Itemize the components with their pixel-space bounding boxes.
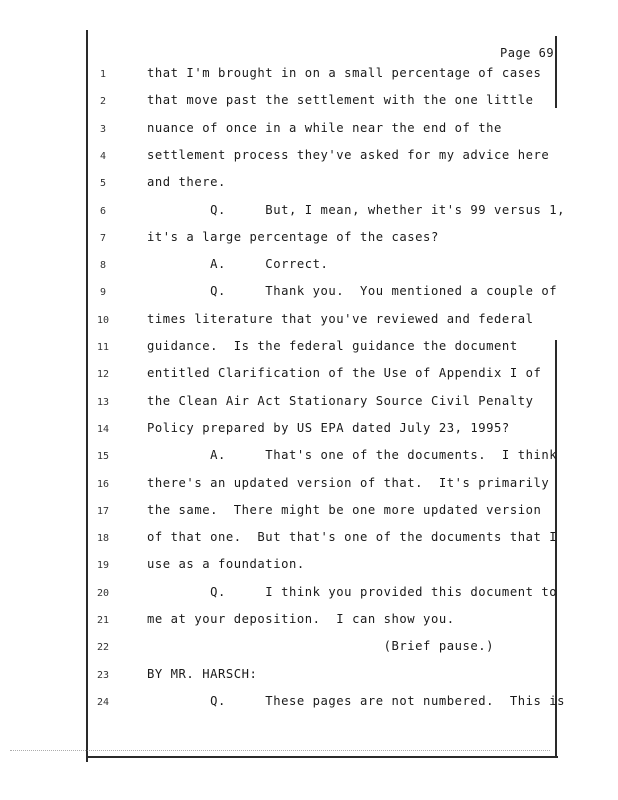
transcript-line [0, 585, 618, 605]
line-text: times literature that you've reviewed and federal [147, 311, 534, 326]
line-text: me at your deposition. I can show you. [147, 612, 455, 626]
line-number: 13 [96, 396, 110, 408]
transcript-line [0, 448, 618, 468]
line-text: Q. Thank you. You mentioned a couple of [147, 284, 558, 299]
transcript-line [0, 421, 618, 441]
transcript-line [0, 503, 618, 523]
line-number: 5 [99, 178, 107, 190]
line-number: 14 [96, 423, 110, 435]
line-text: Q. These pages are not numbered. This is [147, 693, 566, 708]
transcript-line [0, 694, 618, 714]
line-number: 16 [96, 478, 110, 490]
line-number: 12 [96, 369, 110, 381]
line-number: 8 [99, 260, 107, 272]
transcript-line [0, 175, 618, 195]
line-text: that I'm brought in on a small percentage of cases [147, 66, 542, 80]
line-number: 19 [96, 560, 110, 572]
line-text: entitled Clarification of the Use of Appendix I of [147, 366, 542, 381]
line-number: 15 [96, 451, 110, 463]
page-number: Page 69 [500, 46, 555, 60]
line-text: there's an updated version of that. It's primarily [147, 475, 550, 490]
line-number: 22 [96, 642, 110, 654]
transcript-line [0, 394, 618, 414]
line-text: that move past the settlement with the one little [147, 93, 534, 108]
line-number: 21 [96, 615, 110, 626]
line-text: (Brief pause.) [147, 639, 495, 654]
line-text: and there. [147, 175, 226, 190]
transcript-line [0, 667, 618, 687]
line-text: Q. I think you provided this document to [147, 584, 558, 599]
transcript-line [0, 93, 618, 113]
transcript-line [0, 612, 618, 632]
line-number: 3 [99, 123, 107, 135]
transcript-line [0, 66, 618, 86]
line-text: the same. There might be one more updated version [147, 502, 542, 517]
line-number: 4 [99, 150, 107, 162]
transcript-line [0, 121, 618, 141]
line-number: 11 [96, 342, 110, 353]
transcript-line [0, 476, 618, 496]
transcript-line [0, 284, 618, 304]
transcript-line [0, 203, 618, 223]
line-text: nuance of once in a while near the end of the [147, 120, 502, 135]
line-text: BY MR. HARSCH: [147, 666, 258, 681]
line-text: Policy prepared by US EPA dated July 23, 1995? [147, 420, 510, 435]
line-number: 6 [99, 205, 107, 217]
line-number: 9 [99, 287, 107, 299]
line-text: of that one. But that's one of the documents that I [147, 530, 558, 545]
transcript-line [0, 530, 618, 550]
line-number: 17 [96, 505, 110, 517]
line-number: 20 [96, 587, 110, 599]
line-number: 10 [96, 314, 110, 326]
transcript-line [0, 366, 618, 386]
line-text: A. Correct. [147, 257, 329, 272]
transcript-line [0, 339, 618, 359]
line-number: 1 [99, 69, 107, 80]
line-text: guidance. Is the federal guidance the document [147, 339, 518, 353]
line-number: 23 [96, 669, 110, 681]
line-text: A. That's one of the documents. I think [147, 448, 558, 463]
line-number: 7 [99, 232, 107, 244]
line-text: Q. But, I mean, whether it's 99 versus 1, [147, 202, 566, 217]
transcript-line [0, 148, 618, 168]
transcript-line [0, 312, 618, 332]
line-text: it's a large percentage of the cases? [147, 229, 439, 244]
transcript-line [0, 257, 618, 277]
line-number: 2 [99, 96, 107, 108]
line-number: 24 [96, 696, 110, 708]
line-text: settlement process they've asked for my advice here [147, 147, 550, 162]
transcript-line [0, 230, 618, 250]
line-number: 18 [96, 533, 110, 545]
transcript-line [0, 557, 618, 577]
footer-scan-noise [10, 750, 550, 757]
transcript-line [0, 639, 618, 659]
line-text: use as a foundation. [147, 557, 305, 572]
line-text: the Clean Air Act Stationary Source Civil Penalty [147, 393, 534, 408]
